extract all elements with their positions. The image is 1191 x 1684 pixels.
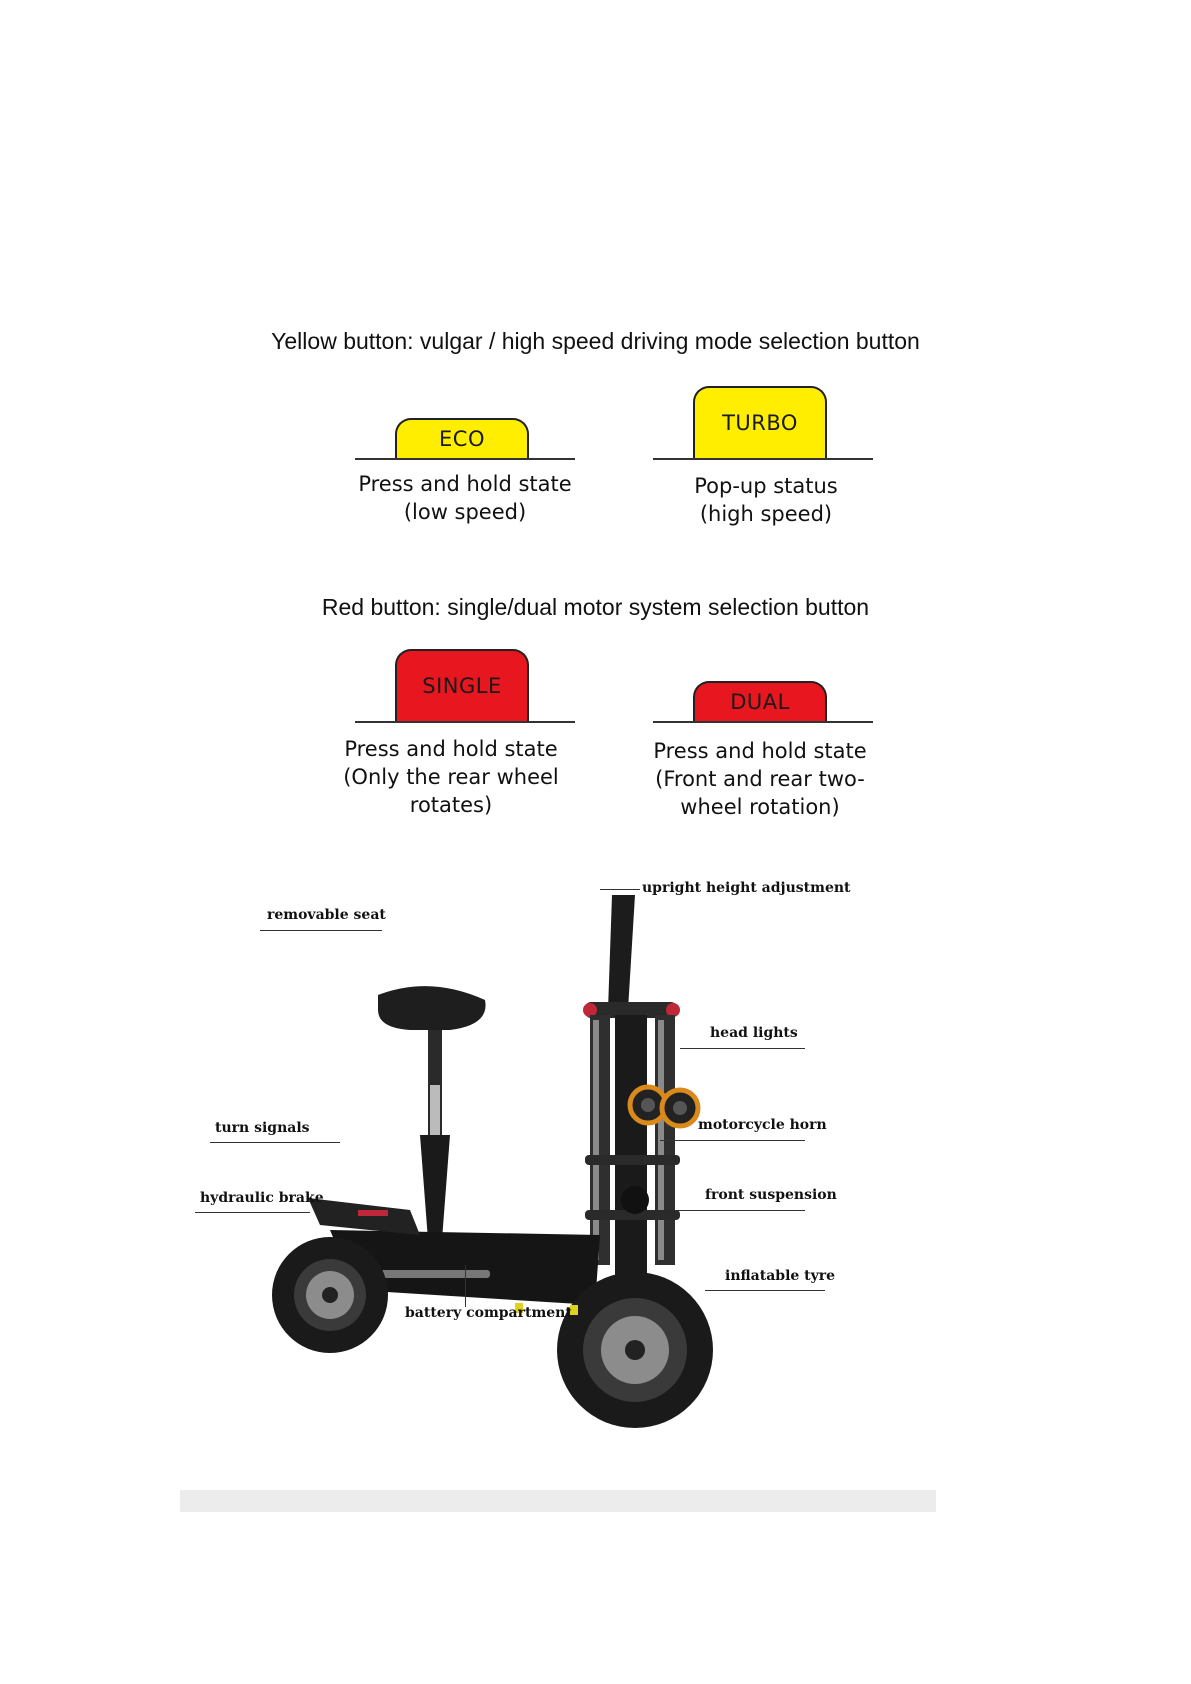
callout-front-suspension: front suspension bbox=[705, 1187, 837, 1203]
yellow-section-heading: Yellow button: vulgar / high speed driving mode selection button bbox=[271, 328, 920, 354]
turbo-caption bbox=[626, 472, 906, 528]
callout-battery-compartment: battery compartment bbox=[405, 1305, 572, 1321]
eco-button-diagram bbox=[345, 385, 585, 480]
single-caption-line3: rotates) bbox=[409, 793, 493, 817]
callout-turn-signals: turn signals bbox=[215, 1120, 310, 1136]
eco-caption bbox=[325, 470, 605, 526]
footer-bar bbox=[180, 1490, 936, 1512]
callout-line-upright bbox=[600, 889, 640, 890]
dual-button-base bbox=[653, 721, 873, 723]
callout-removable-seat: removable seat bbox=[267, 907, 386, 923]
single-caption-line1: Press and hold state bbox=[344, 737, 558, 761]
callout-line-battery bbox=[465, 1265, 466, 1307]
callout-hydraulic-brake: hydraulic brake bbox=[200, 1190, 324, 1206]
callout-upright-height-adjustment: upright height adjustment bbox=[642, 880, 851, 896]
single-button-base bbox=[355, 721, 575, 723]
scooter-illustration bbox=[180, 880, 940, 1480]
callout-line-brake bbox=[195, 1212, 310, 1213]
callout-line-horn bbox=[660, 1140, 805, 1141]
callout-line-seat bbox=[260, 930, 382, 931]
dual-caption bbox=[620, 737, 900, 821]
single-caption-line2: (Only the rear wheel bbox=[343, 765, 559, 789]
dual-caption-line3: wheel rotation) bbox=[680, 795, 840, 819]
turbo-button-diagram bbox=[643, 385, 883, 480]
eco-button-base bbox=[355, 458, 575, 460]
callout-inflatable-tyre: inflatable tyre bbox=[725, 1268, 836, 1284]
single-button-diagram bbox=[345, 648, 585, 743]
turbo-caption-line1: Pop-up status bbox=[694, 474, 838, 498]
callout-line-headlights bbox=[680, 1048, 805, 1049]
dual-button-cap: DUAL bbox=[693, 681, 827, 721]
eco-button-cap: ECO bbox=[395, 418, 529, 458]
callout-line-turn-signals bbox=[210, 1142, 340, 1143]
scooter-drawing bbox=[180, 880, 940, 1480]
dual-caption-line2: (Front and rear two- bbox=[655, 767, 865, 791]
callout-motorcycle-horn: motorcycle horn bbox=[698, 1117, 827, 1133]
callout-head-lights: head lights bbox=[710, 1025, 798, 1041]
turbo-button-base bbox=[653, 458, 873, 460]
single-caption bbox=[311, 735, 591, 819]
single-button-cap: SINGLE bbox=[395, 649, 529, 721]
red-section-heading: Red button: single/dual motor system selection button bbox=[321, 594, 870, 620]
dual-button-diagram bbox=[643, 648, 883, 743]
callout-line-suspension bbox=[675, 1210, 805, 1211]
turbo-button-cap: TURBO bbox=[693, 386, 827, 458]
turbo-caption-line2: (high speed) bbox=[699, 502, 833, 526]
dual-caption-line1: Press and hold state bbox=[653, 739, 867, 763]
callout-line-tyre bbox=[705, 1290, 825, 1291]
eco-caption-line2: (low speed) bbox=[403, 500, 527, 524]
eco-caption-line1: Press and hold state bbox=[358, 472, 572, 496]
